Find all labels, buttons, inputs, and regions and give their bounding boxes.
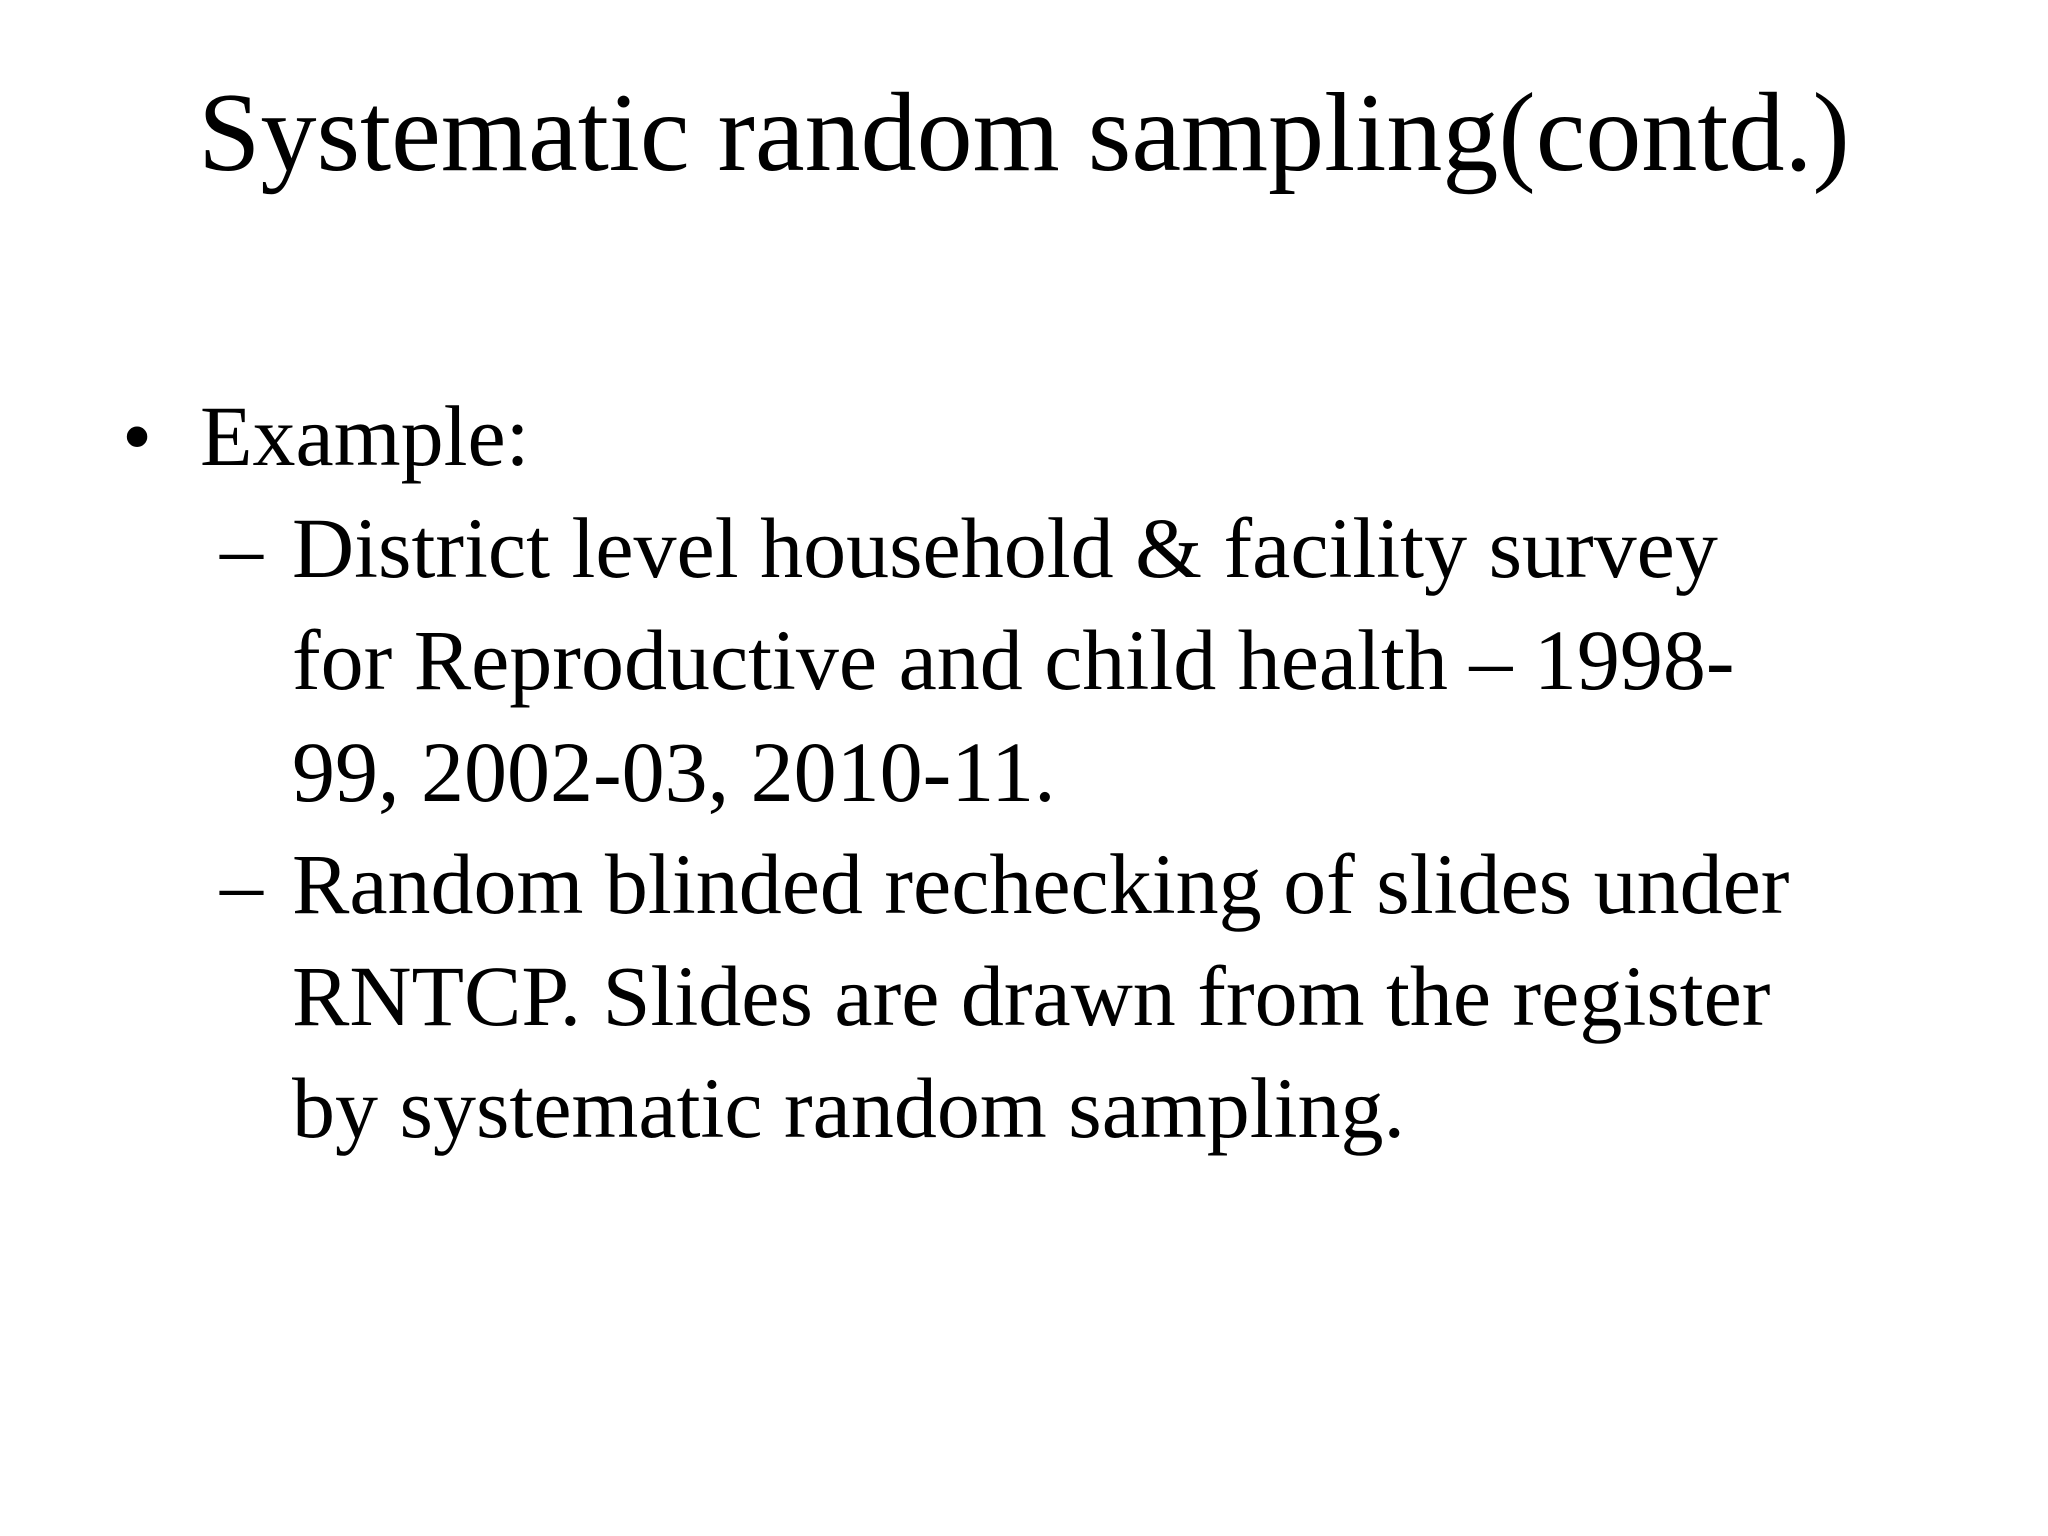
slide-body bbox=[0, 380, 2048, 1164]
sub-bullet-line: RNTCP. Slides are drawn from the register bbox=[292, 948, 1771, 1044]
sub-bullet-line: Random blinded rechecking of slides under bbox=[292, 836, 1790, 932]
sub-bullet-item bbox=[0, 828, 2048, 1164]
bullet-item bbox=[0, 380, 2048, 492]
dash-icon: – bbox=[220, 500, 263, 596]
sub-bullet-line: District level household & facility survey bbox=[292, 500, 1718, 596]
bullet-icon: • bbox=[122, 388, 153, 484]
sub-bullet-line: for Reproductive and child health – 1998- bbox=[292, 612, 1735, 708]
sub-bullet-line: by systematic random sampling. bbox=[292, 1060, 1406, 1156]
dash-icon: – bbox=[220, 836, 263, 932]
sub-bullet-line: 99, 2002-03, 2010-11. bbox=[292, 724, 1056, 820]
sub-bullet-item bbox=[0, 492, 2048, 828]
bullet-text: Example: bbox=[200, 388, 530, 484]
slide-title: Systematic random sampling(contd.) bbox=[198, 71, 1850, 195]
